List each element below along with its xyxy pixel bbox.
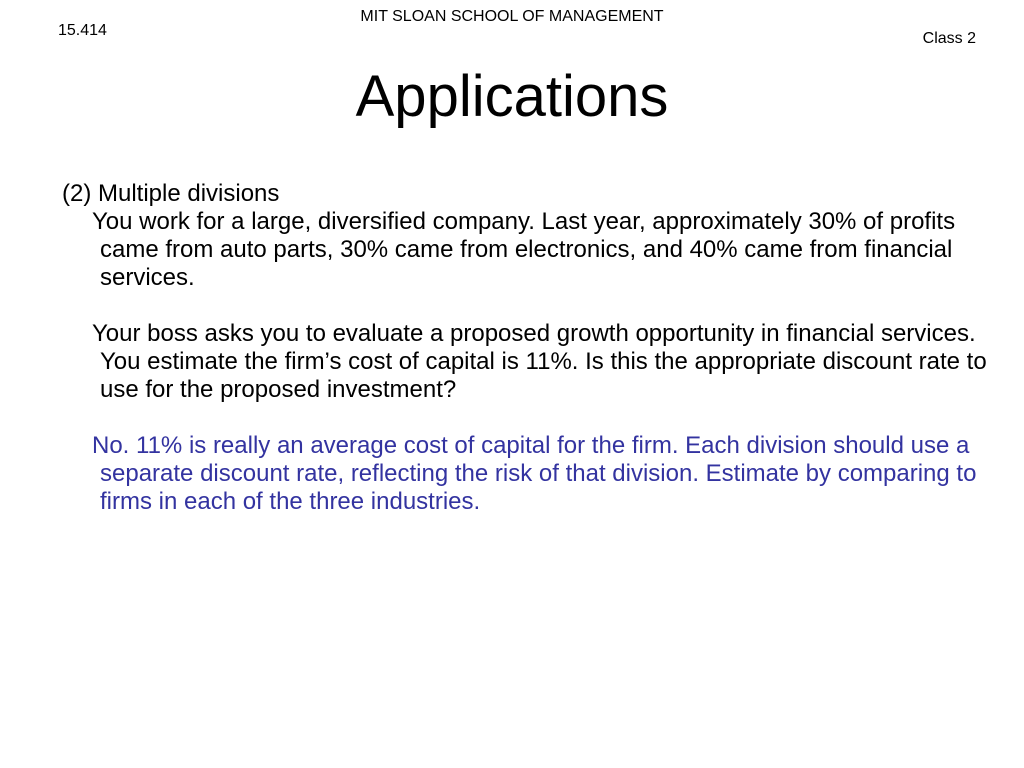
paragraph-answer: No. 11% is really an average cost of capital for the firm. Each division should use a separate discount rate, reflecting the risk of that division. Estimate by comparing to firms in each of the three industries. [92, 432, 977, 515]
class-label: Class 2 [922, 30, 976, 47]
paragraph-question: Your boss asks you to evaluate a proposed growth opportunity in financial services. You estimate the firm’s cost of capital is 11%. Is this the appropriate discount rate to use for the proposed investment? [92, 320, 987, 403]
paragraph-company-context: You work for a large, diversified company. Last year, approximately 30% of profits came from auto parts, 30% came from electronics, and 40% came from financial services. [92, 208, 956, 291]
institution-header: MIT SLOAN SCHOOL OF MANAGEMENT [360, 8, 664, 25]
slide-body [62, 180, 992, 516]
section-heading: (2) Multiple divisions [62, 180, 280, 207]
course-number: 15.414 [58, 22, 107, 39]
slide-title: Applications [355, 64, 669, 129]
